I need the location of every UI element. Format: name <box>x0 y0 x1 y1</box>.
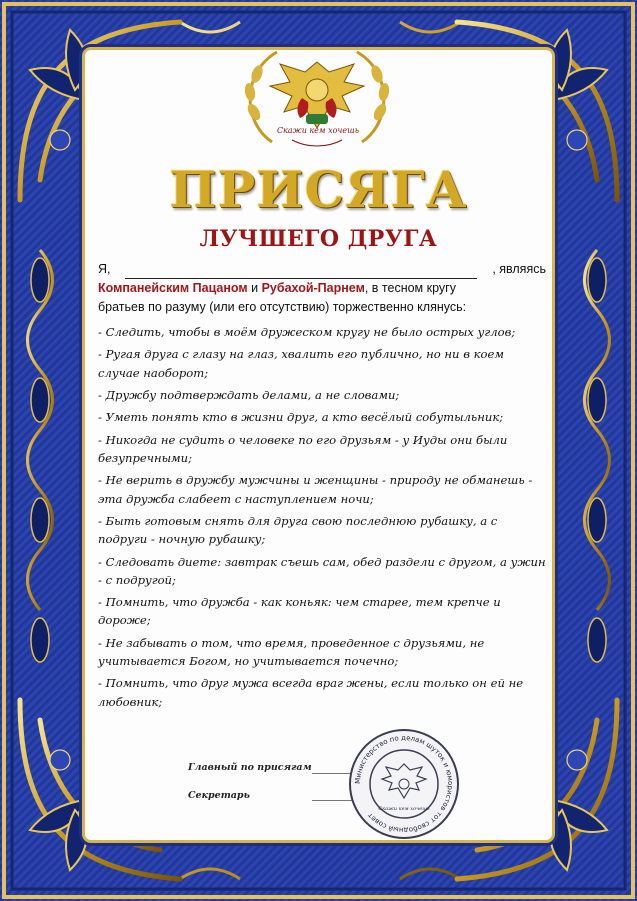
clause-item: - Уметь понять кто в жизни друг, а кто весёлый собутыльник; <box>98 410 504 425</box>
clause-item: - Следовать диете: завтрак съешь сам, обед раздели с другом, а ужин - с подругой; <box>98 554 546 587</box>
clause-item: - Никогда не судить о человеке по его друзьям - у Иуды они были безупречными; <box>98 432 508 465</box>
clause-item: - Дружбу подтверждать делами, а не словами; <box>98 387 400 402</box>
chief-signature-label: Главный по присягам <box>188 762 312 773</box>
intro-line-1 <box>98 260 546 279</box>
intro-line-3: братьев по разуму (или его отсутствию) торжественно клянусь: <box>98 300 467 314</box>
clause-item: - Ругая друга с глазу на глаз, хвалить его публично, но ни в коем случае наоборот; <box>98 347 505 380</box>
official-seal-stamp <box>348 728 460 840</box>
svg-text:Скажи кем хочешь: Скажи кем хочешь <box>378 806 430 812</box>
title-companion: Компанейским Пацаном <box>98 281 248 295</box>
oath-pronoun: Я, <box>98 262 111 276</box>
clause-item: - Быть готовым снять для друга свою последнюю рубашку, а с подруги - ночную рубашку; <box>98 513 498 547</box>
oath-conj: и <box>251 281 259 295</box>
eagle-emblem-icon <box>232 42 402 152</box>
intro-line-2 <box>98 279 546 298</box>
oath-tail: , в тесном кругу <box>364 281 456 295</box>
clause-item: - Следить, чтобы в моём дружеском кругу не было острых углов; <box>98 325 516 339</box>
name-blank-line[interactable] <box>125 265 477 279</box>
document-title: ПРИСЯГА <box>169 160 468 219</box>
clause-item: - Не забывать о том, что время, проведенное с друзьями, не учитывается Богом, но учитывается почечно; <box>98 635 485 668</box>
document-subtitle: ЛУЧШЕГО ДРУГА <box>199 226 438 252</box>
oath-clauses <box>98 323 546 711</box>
title-shirt-guy: Рубахой-Парнем <box>261 281 365 295</box>
oath-being: , являясь <box>492 262 546 276</box>
clause-item: - Помнить, что друг мужа всегда враг жены, если только он ей не любовник; <box>98 676 524 709</box>
secretary-signature-label: Секретарь <box>188 790 250 801</box>
oath-intro <box>98 260 546 317</box>
oath-body <box>98 260 546 715</box>
clause-item: - Не верить в дружбу мужчины и женщины - природу не обманешь - эта дружба слабеет с наступлением ночи; <box>98 473 533 506</box>
emblem-motto: Скажи кем хочешь <box>276 126 360 135</box>
clause-item: - Помнить, что дружба - как коньяк: чем старее, тем крепче и дороже; <box>98 595 501 628</box>
svg-text:Министерство по делам шуток и: Министерство по делам шуток и юмористов тот свободный совет <box>353 733 455 835</box>
